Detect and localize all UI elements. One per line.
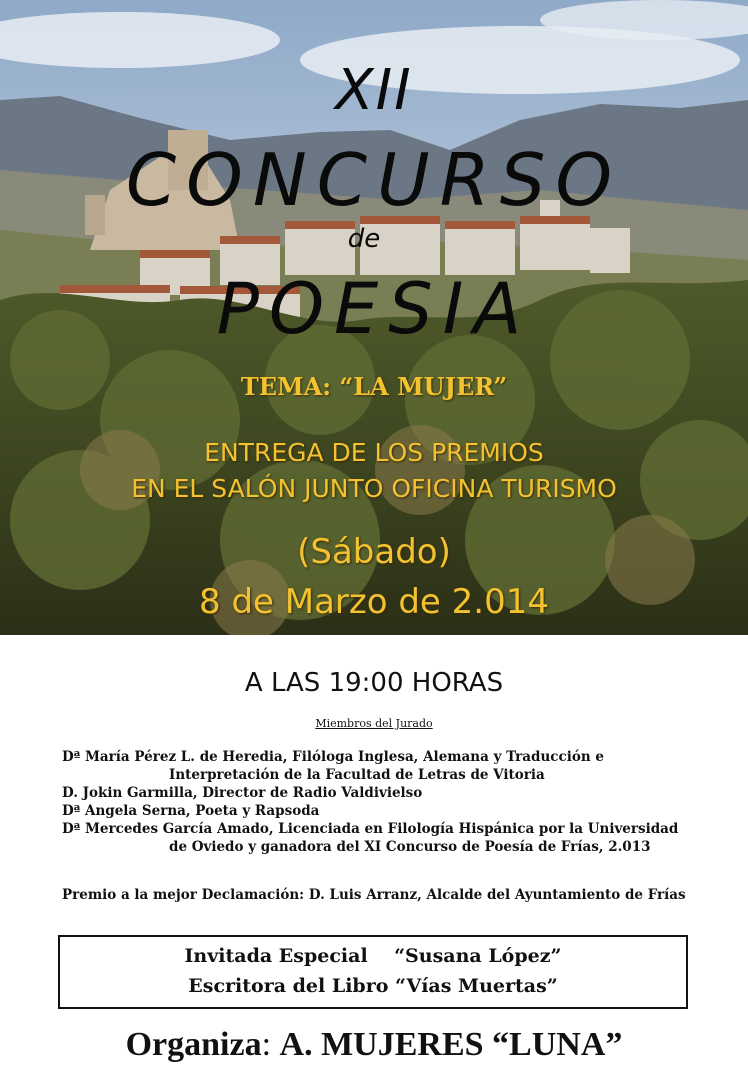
title-concurso: CONCURSO: [125, 138, 623, 222]
jury-member-2: D. Jokin Garmilla, Director de Radio Valdivielso: [62, 785, 423, 801]
jury-heading: Miembros del Jurado: [315, 717, 433, 730]
special-guest-box: [58, 935, 688, 1009]
special-guest-line-2: Escritora del Libro “Vías Muertas”: [188, 975, 558, 997]
event-time: A LAS 19:00 HORAS: [244, 668, 504, 698]
event-date: 8 de Marzo de 2.014: [199, 582, 549, 622]
awards-line-2: EN EL SALÓN JUNTO OFICINA TURISMO: [131, 474, 617, 503]
title-de: de: [347, 224, 381, 254]
event-day: (Sábado): [297, 532, 451, 572]
organizer-separator: :: [261, 1026, 280, 1063]
jury-member-1-cont: Interpretación de la Facultad de Letras de Vitoria: [169, 767, 545, 783]
jury-member-1: Dª María Pérez L. de Heredia, Filóloga Inglesa, Alemana y Traducción e: [62, 749, 604, 765]
jury-member-4: Dª Mercedes García Amado, Licenciada en Filología Hispánica por la Universidad: [62, 821, 679, 837]
organizer-label: Organiza: [125, 1026, 262, 1063]
title-poesia: POESIA: [216, 268, 532, 350]
theme-text: TEMA: “LA MUJER”: [240, 372, 508, 401]
organizer-name: A. MUJERES “LUNA”: [279, 1026, 623, 1063]
jury-member-4-cont: de Oviedo y ganadora del XI Concurso de Poesía de Frías, 2.013: [169, 839, 651, 855]
awards-line-1: ENTREGA DE LOS PREMIOS: [204, 438, 544, 467]
declamation-prize: Premio a la mejor Declamación: D. Luis Arranz, Alcalde del Ayuntamiento de Frías: [62, 887, 686, 903]
special-guest-line-1: Invitada Especial “Susana López”: [184, 945, 562, 967]
jury-member-3: Dª Angela Serna, Poeta y Rapsoda: [62, 803, 320, 819]
jury-list: [62, 748, 698, 856]
title-number: XII: [335, 58, 413, 123]
organizer: [0, 1026, 748, 1064]
